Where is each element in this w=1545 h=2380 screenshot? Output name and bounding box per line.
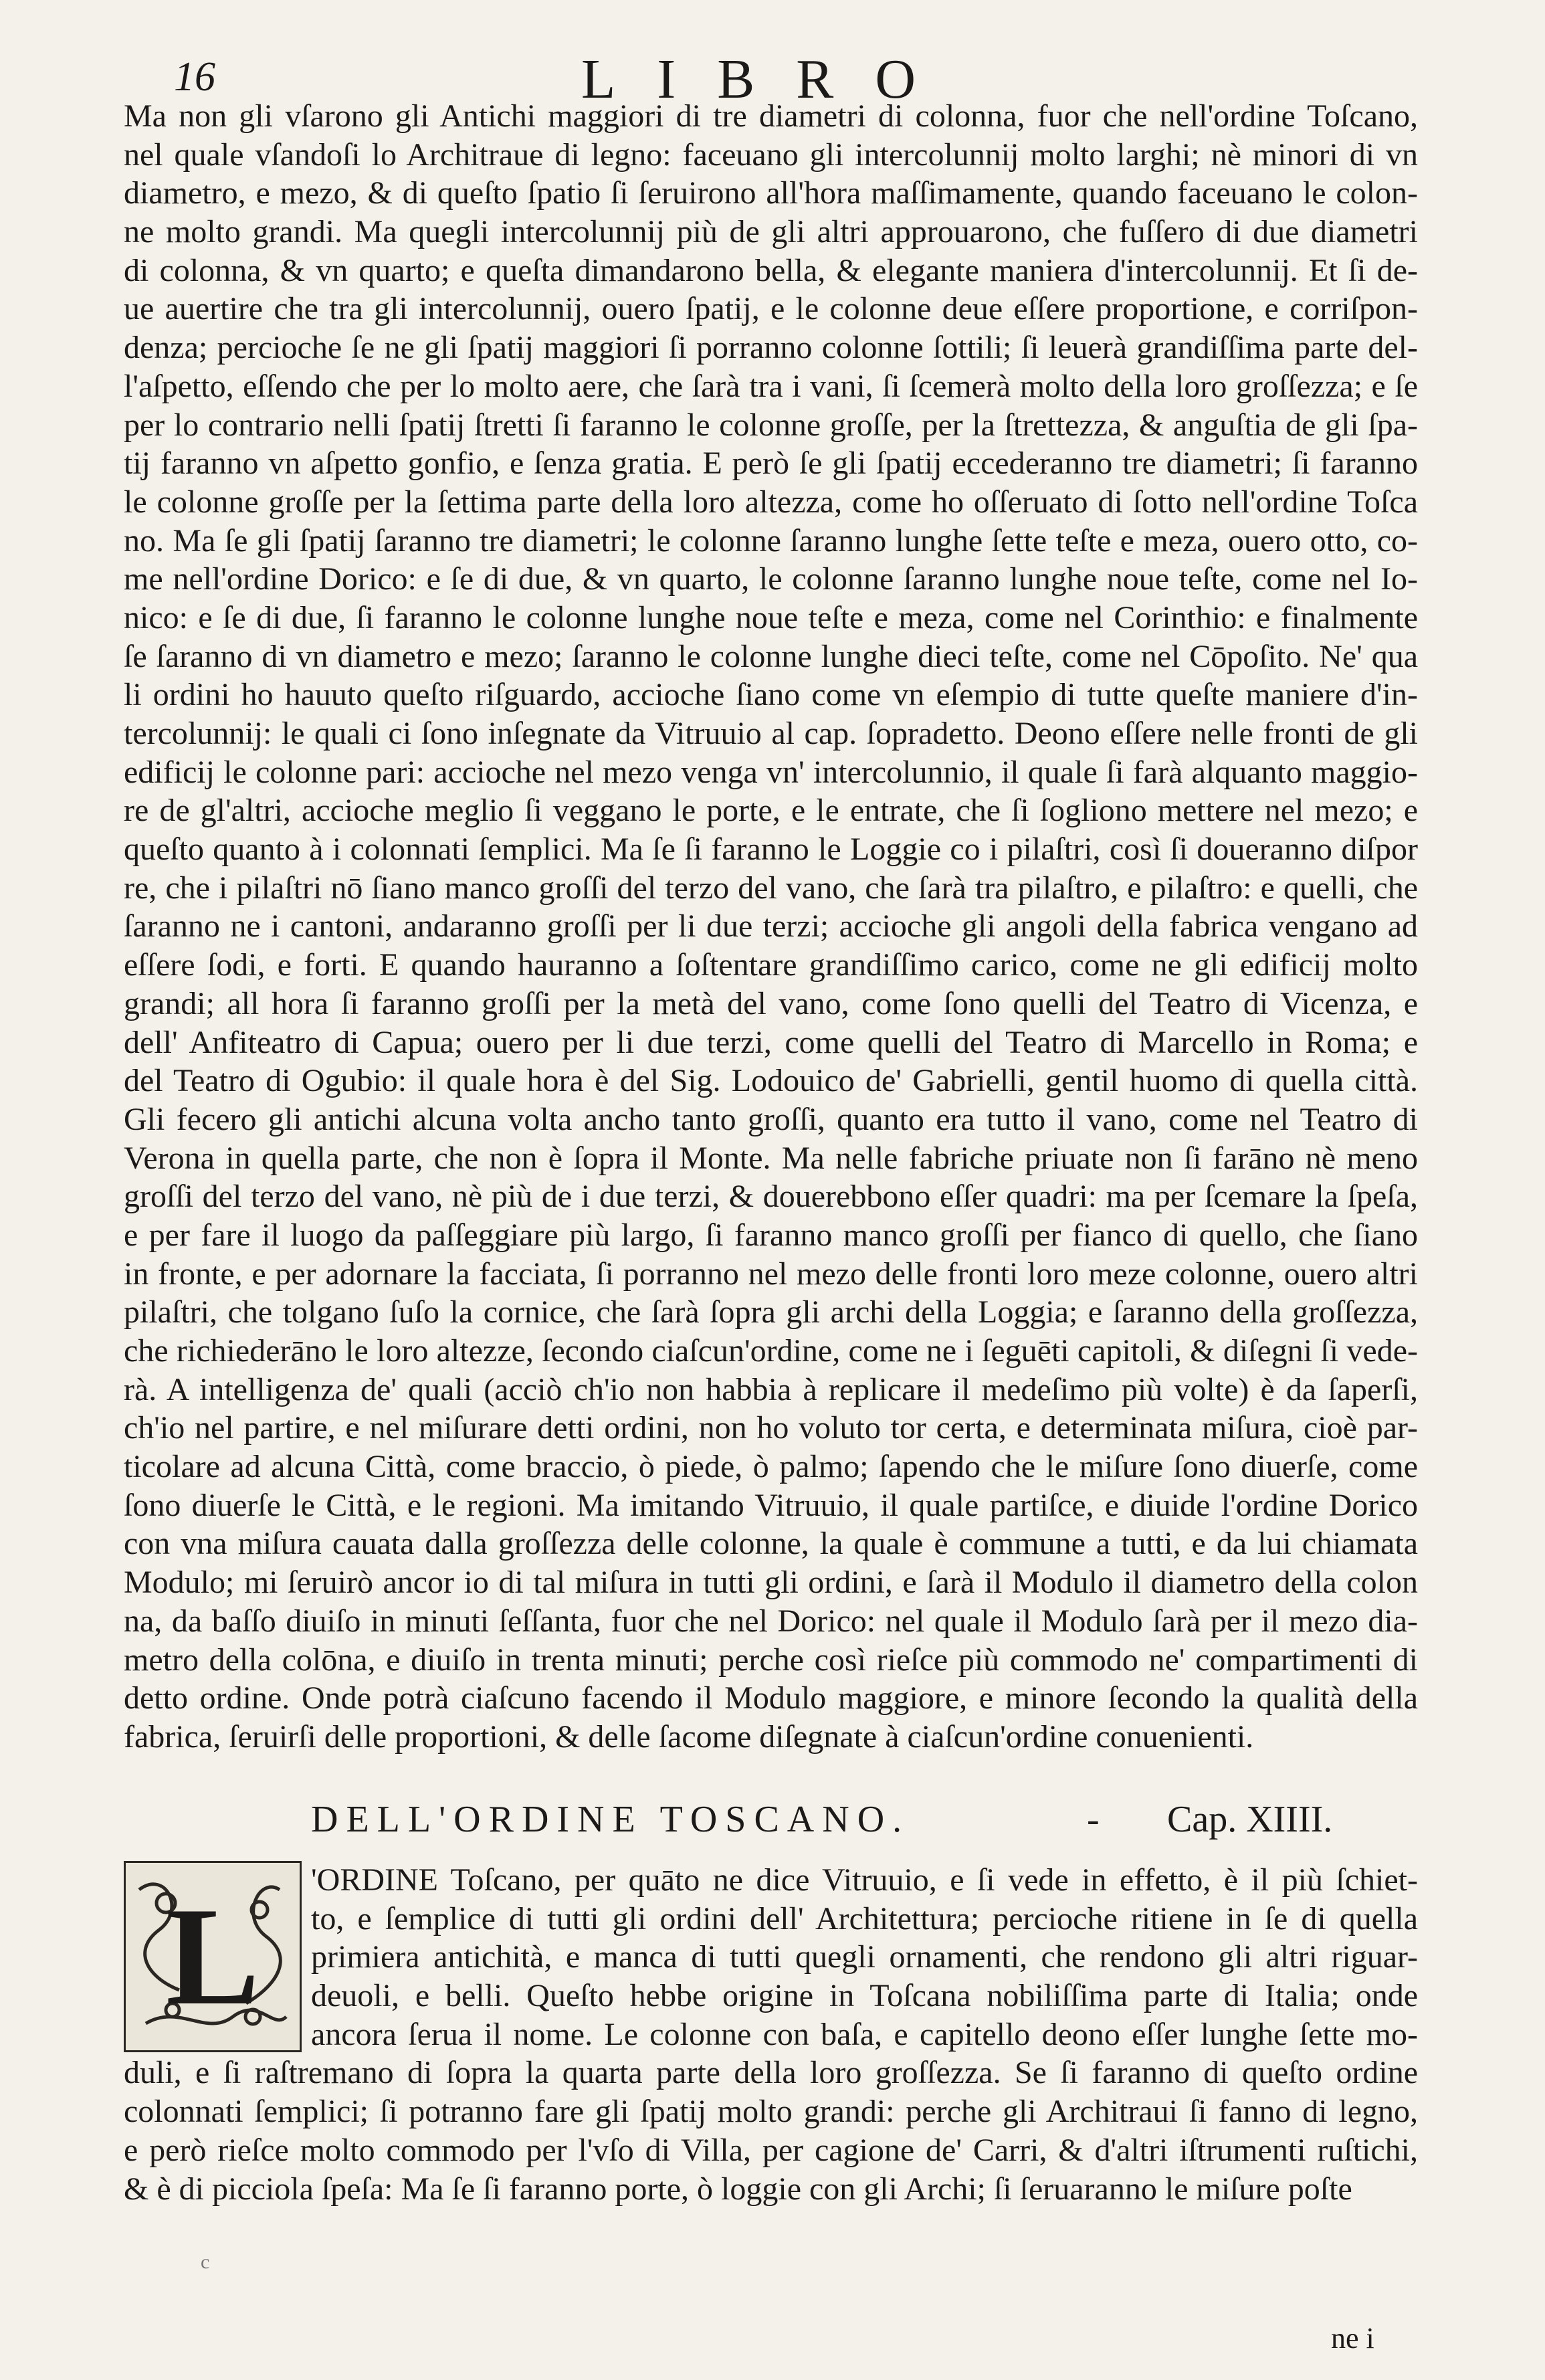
text-line: Gli fecero gli antichi alcuna volta ancho tanto groſſi, quanto era tutto il vano, come nel Teatro di bbox=[124, 1101, 1418, 1137]
text-line: 'ORDINE Toſcano, per quāto ne dice Vitruuio, e ſi vede in effetto, è il più ſchiet- bbox=[311, 1862, 1418, 1898]
text-line: ancora ſerua il nome. Le colonne con baſa, e capitello deono eſſer lunghe ſette mo- bbox=[311, 2016, 1418, 2052]
text-line: di colonna, & vn quarto; e queſta dimandarono bella, & elegante maniera d'intercolunnij. Et ſi de- bbox=[124, 252, 1418, 288]
text-line: re de gl'altri, accioche meglio ſi veggano le porte, e le entrate, che ſi ſogliono mettere nel mezo; e bbox=[124, 793, 1418, 829]
text-line: to, e ſemplice di tutti gli ordini dell' Architettura; percioche ritiene in ſe di quella bbox=[311, 1900, 1418, 1937]
text-line: grandi; all hora ſi faranno groſſi per la metà del vano, come ſono quelli del Teatro di Vicenza, e bbox=[124, 985, 1418, 1021]
text-line: Modulo; mi ſeruirò ancor io di tal miſura in tutti gli ordini, e ſarà il Modulo il diametro della colon bbox=[124, 1565, 1418, 1601]
text-line: ſaranno ne i cantoni, andaranno groſſi per li due terzi; accioche gli angoli della fabrica vengano ad bbox=[124, 908, 1418, 945]
text-line: metro della colōna, e diuiſo in trenta minuti; perche così rieſce più commodo ne' compartimenti di bbox=[124, 1642, 1418, 1678]
initial-letter: L bbox=[165, 1879, 260, 2034]
text-line: nel quale vſandoſi lo Architraue di legno: faceuano gli intercolunnij molto larghi; nè minori di vn bbox=[124, 136, 1418, 173]
text-line: deuoli, e belli. Queſto hebbe origine in Toſcana nobiliſſima parte di Italia; onde bbox=[311, 1978, 1418, 2014]
text-line: Ma non gli vſarono gli Antichi maggiori di tre diametri di colonna, fuor che nell'ordine Toſcano, bbox=[124, 98, 1418, 134]
text-line: con vna miſura cauata dalla groſſezza delle colonne, la quale è commune a tutti, e da lui chiamata bbox=[124, 1526, 1418, 1562]
text-line: me nell'ordine Dorico: e ſe di due, & vn quarto, le colonne ſaranno lunghe noue teſte, come nel Io- bbox=[124, 561, 1418, 597]
chapter-number: Cap. XIIII. bbox=[1167, 1799, 1333, 1840]
text-line: Verona in quella parte, che non è ſopra il Monte. Ma nelle fabriche priuate non ſi farāno nè meno bbox=[124, 1140, 1418, 1176]
text-line: l'aſpetto, eſſendo che per lo molto aere, che ſarà tra i vani, ſi ſcemerà molto della loro groſſezza; e ſe bbox=[124, 368, 1418, 404]
text-line: tij faranno vn aſpetto gonfio, e ſenza gratia. E però ſe gli ſpatij eccederanno tre diametri; ſi faranno bbox=[124, 445, 1418, 482]
text-line: colonnati ſemplici; ſi potranno fare gli ſpatij molto grandi: perche gli Architraui ſi fanno di legno, bbox=[124, 2094, 1418, 2130]
text-line: fabrica, ſeruirſi delle proportioni, & delle ſacome diſegnate à ciaſcun'ordine conuenienti. bbox=[124, 1718, 1254, 1755]
chapter-heading bbox=[124, 1793, 1418, 1846]
margin-mark: c bbox=[201, 2251, 210, 2273]
text-line: no. Ma ſe gli ſpatij ſaranno tre diametri; le colonne ſaranno lunghe ſette teſte e meza, ouero otto, co- bbox=[124, 522, 1418, 559]
text-line: ne molto grandi. Ma quegli intercolunnij più de gli altri approuarono, che fuſſero di due diametri bbox=[124, 214, 1418, 250]
text-line: le colonne groſſe per la ſettima parte della loro altezza, come ho oſſeruato di ſotto nell'ordine Toſca bbox=[124, 484, 1418, 520]
text-line: ch'io nel partire, e nel miſurare detti ordini, non ho voluto tor certa, e determinata miſura, cioè par- bbox=[124, 1410, 1418, 1446]
text-line: tercolunnij: le quali ci ſono inſegnate da Vitruuio al cap. ſopradetto. Deono eſſere nelle fronti de gli bbox=[124, 716, 1418, 751]
text-line: ſe ſaranno di vn diametro e mezo; ſaranno le colonne lunghe dieci teſte, come nel Cōpoſito. Ne' qua bbox=[124, 638, 1418, 674]
text-line: groſſi del terzo del vano, nè più de i due terzi, & douerebbono eſſer quadri: ma per ſcemare la ſpeſa, bbox=[124, 1179, 1418, 1215]
text-line: primiera antichità, e manca di tutti quegli ornamenti, che rendono gli altri riguar- bbox=[311, 1939, 1418, 1975]
text-line: re, che i pilaſtri nō ſiano manco groſſi del terzo del vano, che ſarà tra pilaſtro, e pilaſtro: e quelli, che bbox=[124, 870, 1418, 906]
text-line: denza; percioche ſe ne gli ſpatij maggiori ſi porranno colonne ſottili; ſi leuerà grandiſſima parte del- bbox=[124, 330, 1418, 366]
text-line: & è di picciola ſpeſa: Ma ſe ſi faranno porte, ò loggie con gli Archi; ſi ſeruaranno le miſure poſte bbox=[124, 2171, 1352, 2207]
body-text bbox=[124, 97, 1418, 1757]
chapter-title: DELL'ORDINE TOSCANO. bbox=[311, 1799, 910, 1840]
chapter-dash: - bbox=[1087, 1799, 1100, 1840]
running-title: LIBRO bbox=[581, 48, 957, 110]
text-line: rà. A intelligenza de' quali (acciò ch'io non habbia à replicare il medeſimo più volte) è da ſaperſi, bbox=[124, 1371, 1418, 1407]
catchword: ne i bbox=[1331, 2322, 1374, 2355]
text-line: duli, e ſi raſtremano di ſopra la quarta parte della loro groſſezza. Se ſi faranno di queſto ordine bbox=[124, 2055, 1418, 2091]
text-line: dell' Anfiteatro di Capua; ouero per li due terzi, come quelli del Teatro di Marcello in Roma; e bbox=[124, 1024, 1418, 1060]
text-line: per lo contrario nelli ſpatij ſtretti ſi faranno le colonne groſſe, per la ſtrettezza, & anguſtia de gli ſpa- bbox=[124, 407, 1418, 443]
chapter-body-text bbox=[124, 1861, 1418, 2208]
text-line: detto ordine. Onde potrà ciaſcuno facendo il Modulo maggiore, e minore ſecondo la qualità della bbox=[124, 1680, 1418, 1716]
text-line: nico: e ſe di due, ſi faranno le colonne lunghe noue teſte e meza, come nel Corinthio: e finalmente bbox=[124, 599, 1418, 635]
text-line: e per fare il luogo da paſſeggiare più largo, ſi faranno manco groſſi per fianco di quello, che ſiano bbox=[124, 1217, 1418, 1253]
page-number: 16 bbox=[174, 54, 215, 100]
text-line: del Teatro di Ogubio: il quale hora è del Sig. Lodouico de' Gabrielli, gentil huomo di quella città. bbox=[124, 1063, 1418, 1099]
text-line: che richiederāno le loro altezze, ſecondo ciaſcun'ordine, come ne i ſeguēti capitoli, & diſegni ſi vede- bbox=[124, 1333, 1418, 1369]
text-line: ticolare ad alcuna Città, come braccio, ò piede, ò palmo; ſapendo che le miſure ſono diuerſe, come bbox=[124, 1449, 1418, 1485]
text-line: eſſere ſodi, e forti. E quando hauranno a ſoſtentare grandiſſimo carico, come ne gli edificij molto bbox=[124, 947, 1418, 983]
text-line: queſto quanto à i colonnati ſemplici. Ma ſe ſi faranno le Loggie co i pilaſtri, così ſi doueranno diſpor bbox=[124, 831, 1418, 868]
text-line: ue auertire che tra gli intercolunnij, ouero ſpatij, e le colonne deue eſſere proportione, e corriſpon- bbox=[124, 291, 1418, 327]
text-line: e però rieſce molto commodo per l'vſo di Villa, per cagione de' Carri, & d'altri iſtrumenti ruſtichi, bbox=[124, 2132, 1418, 2168]
text-line: in fronte, e per adornare la facciata, ſi porranno nel mezo delle fronti loro meze colonne, ouero altri bbox=[124, 1256, 1418, 1292]
text-line: li ordini ho hauuto queſto riſguardo, accioche ſiano come vn eſempio di tutte queſte maniere d'in- bbox=[124, 677, 1418, 713]
text-line: diametro, e mezo, & di queſto ſpatio ſi ſeruirono all'hora maſſimamente, quando faceuano le colon- bbox=[124, 175, 1418, 211]
text-line: pilaſtri, che tolgano ſuſo la cornice, che ſarà ſopra gli archi della Loggia; e ſaranno della groſſezza, bbox=[124, 1294, 1418, 1330]
text-line: na, da baſſo diuiſo in minuti ſeſſanta, fuor che nel Dorico: nel quale il Modulo ſarà per il mezo dia- bbox=[124, 1603, 1418, 1639]
text-line: edificij le colonne pari: accioche nel mezo venga vn' intercolunnio, il quale ſi farà alquanto maggio- bbox=[124, 754, 1418, 790]
text-line: ſono diuerſe le Città, e le regioni. Ma imitando Vitruuio, il quale partiſce, e diuide l'ordine Dorico bbox=[124, 1487, 1418, 1523]
